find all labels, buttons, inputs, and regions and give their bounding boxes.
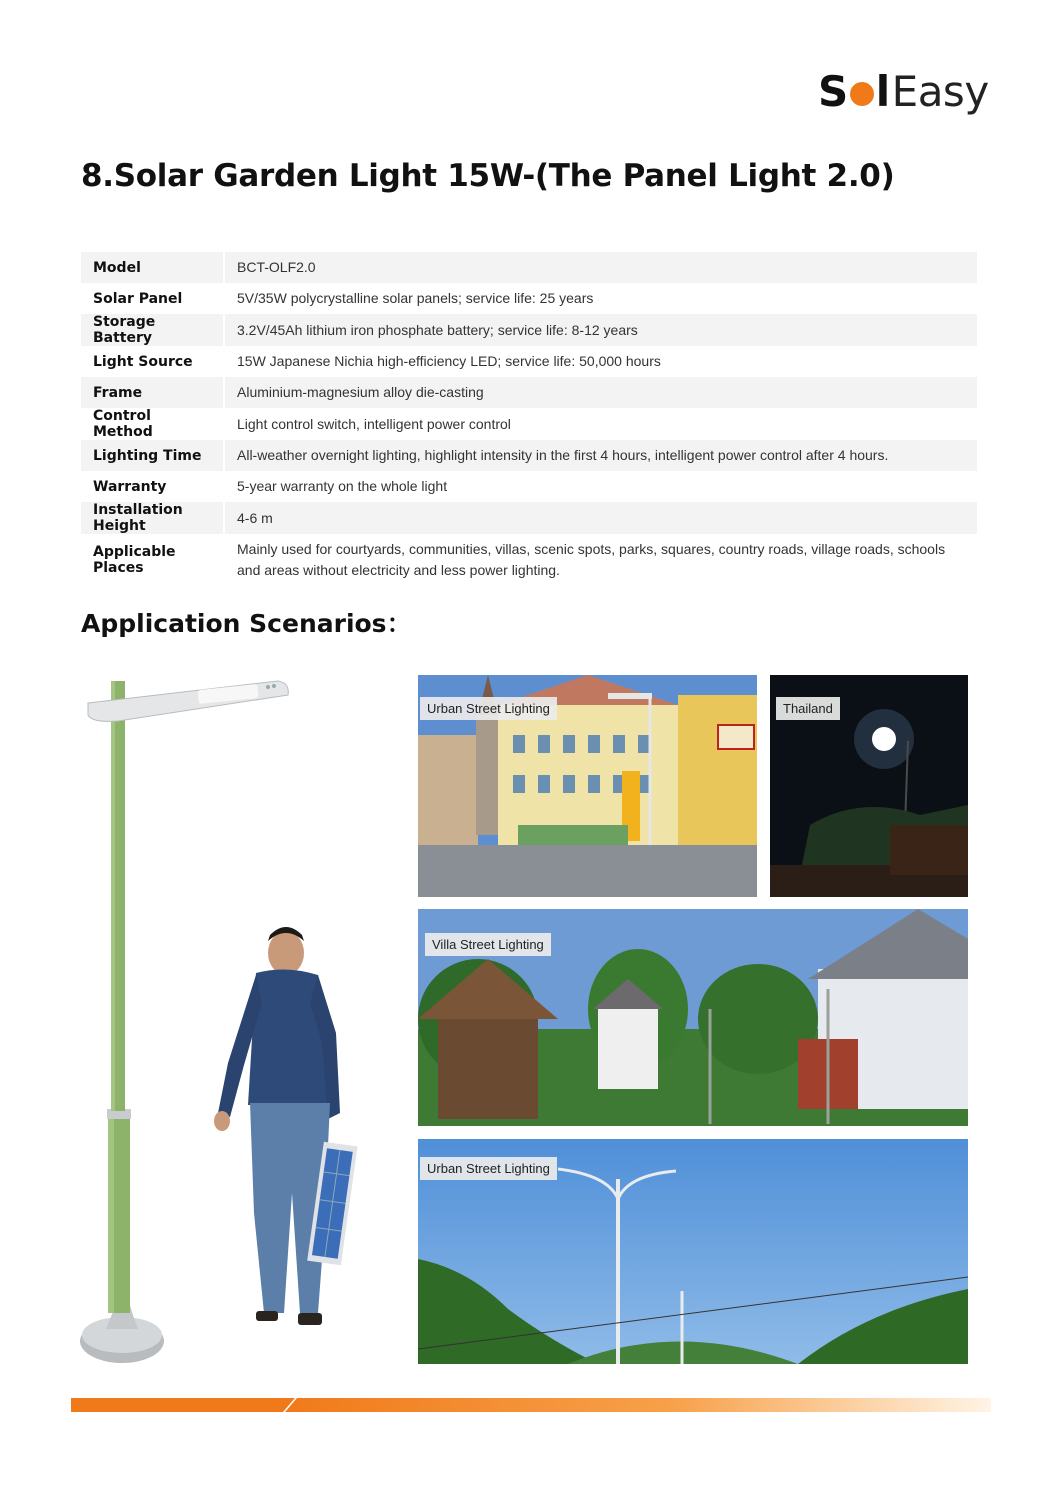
spec-value: 4-6 m	[224, 502, 977, 534]
spec-value: 15W Japanese Nichia high-efficiency LED; service life: 50,000 hours	[237, 353, 661, 369]
spec-row-light-source	[81, 346, 977, 377]
scenario-photo-villa	[418, 909, 968, 1126]
spec-row-control-method	[81, 408, 977, 440]
footer-accent-bar	[71, 1398, 991, 1412]
spec-label: Model	[81, 252, 224, 283]
spec-value: Mainly used for courtyards, communities, villas, scenic spots, parks, squares, country roads, village roads, schools and areas without electricity and less power lighting.	[237, 541, 946, 578]
scenario-photo-urban-town	[418, 675, 757, 897]
spec-label: Light Source	[81, 346, 224, 377]
scenario-label: Urban Street Lighting	[420, 697, 557, 720]
spec-label: Control Method	[81, 408, 224, 440]
spec-row-lighting-time	[81, 440, 977, 471]
spec-label: Solar Panel	[81, 283, 224, 314]
spec-value: 3.2V/45Ah lithium iron phosphate battery; service life: 8-12 years	[224, 314, 977, 346]
product-illustration	[78, 673, 378, 1373]
spec-label: Applicable Places	[81, 534, 224, 586]
spec-table	[81, 252, 977, 586]
scenario-label: Villa Street Lighting	[425, 933, 551, 956]
logo-letter-l: l	[875, 66, 890, 116]
spec-value: Light control switch, intelligent power control	[237, 415, 511, 432]
spec-row-storage-battery	[81, 314, 977, 346]
spec-value: All-weather overnight lighting, highlight intensity in the first 4 hours, intelligent power control after 4 hours.	[224, 440, 977, 471]
spec-row-model	[81, 252, 977, 283]
section-title: Application Scenarios：	[81, 609, 412, 638]
logo-sun-dot	[850, 82, 874, 106]
logo-wordmark-easy: Easy	[891, 66, 989, 116]
spec-value: 5V/35W polycrystalline solar panels; service life: 25 years	[237, 290, 594, 306]
footer-gradient-stripe	[71, 1398, 991, 1412]
spec-label: Lighting Time	[81, 440, 224, 471]
page-title: 8.Solar Garden Light 15W-(The Panel Light 2.0)	[81, 158, 895, 194]
spec-row-solar-panel	[81, 283, 977, 314]
spec-row-frame	[81, 377, 977, 408]
spec-row-installation-height	[81, 502, 977, 534]
scenario-label: Urban Street Lighting	[420, 1157, 557, 1180]
spec-label: Frame	[81, 377, 224, 408]
spec-label: Warranty	[81, 471, 224, 502]
spec-row-applicable-places	[81, 534, 977, 586]
logo-letter-s: S	[818, 66, 848, 116]
spec-row-warranty	[81, 471, 977, 502]
spec-value: 5-year warranty on the whole light	[237, 478, 448, 494]
scenario-photo-thailand	[770, 675, 968, 897]
spec-value: BCT-OLF2.0	[224, 252, 977, 283]
spec-label: Installation Height	[81, 502, 224, 534]
lamp-and-person-image	[78, 673, 378, 1373]
brand-logo	[818, 66, 989, 116]
scenario-label: Thailand	[776, 697, 840, 720]
scenario-photo-urban-road	[418, 1139, 968, 1364]
spec-label: Storage Battery	[81, 314, 224, 346]
spec-value: Aluminium-magnesium alloy die-casting	[224, 377, 977, 408]
